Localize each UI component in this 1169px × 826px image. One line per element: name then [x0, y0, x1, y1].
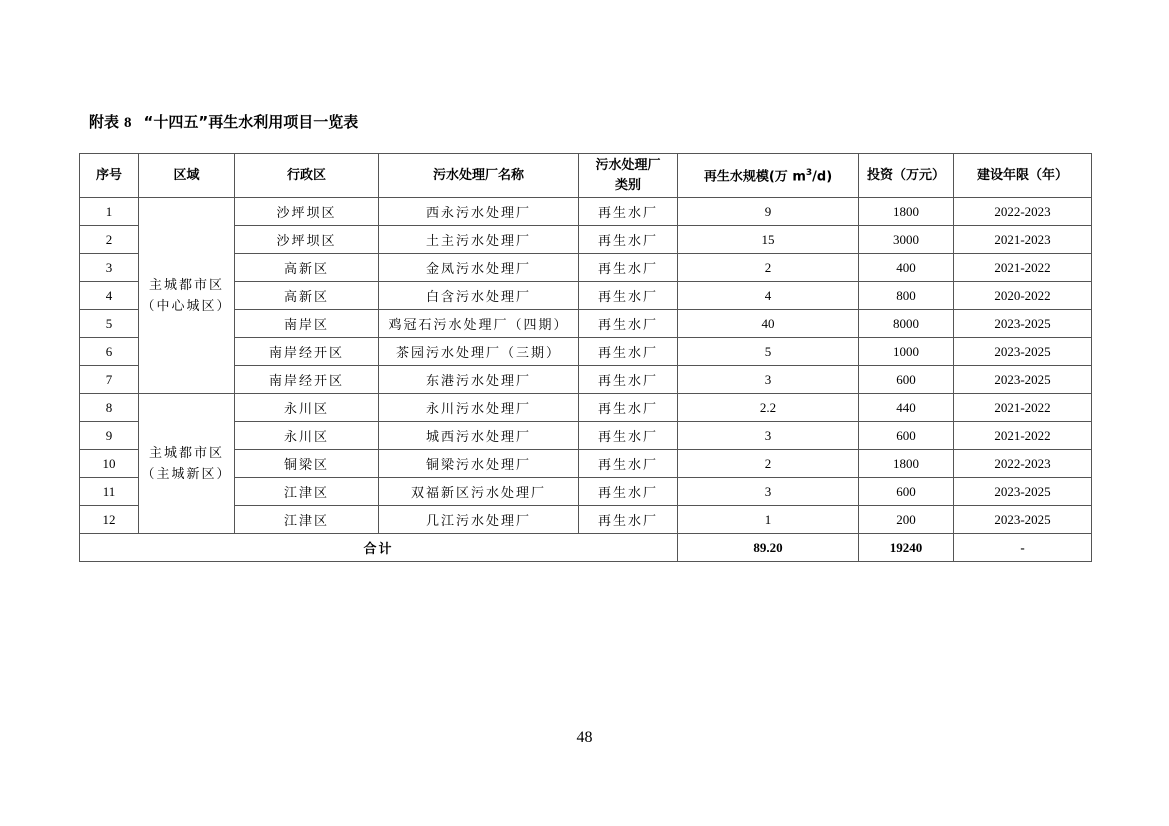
row-category: 再生水厂	[579, 226, 678, 254]
row-investment: 600	[859, 366, 954, 394]
header-period: 建设年限（年）	[954, 154, 1092, 198]
row-plant-name: 土主污水处理厂	[379, 226, 579, 254]
page-number: 48	[576, 729, 593, 746]
row-investment: 8000	[859, 310, 954, 338]
row-category: 再生水厂	[579, 198, 678, 226]
row-investment: 440	[859, 394, 954, 422]
row-period: 2023-2025	[954, 478, 1092, 506]
row-period: 2023-2025	[954, 310, 1092, 338]
row-plant-name: 白含污水处理厂	[379, 282, 579, 310]
row-investment: 3000	[859, 226, 954, 254]
region-cell	[139, 394, 235, 534]
header-category	[579, 154, 678, 198]
row-investment: 200	[859, 506, 954, 534]
table-row	[80, 394, 1092, 422]
row-index: 10	[80, 450, 139, 478]
row-category: 再生水厂	[579, 338, 678, 366]
row-index: 3	[80, 254, 139, 282]
title-text: “十四五”再生水利用项目一览表	[143, 113, 359, 131]
reclaimed-water-projects-table	[79, 153, 1092, 562]
row-category: 再生水厂	[579, 394, 678, 422]
row-district: 永川区	[235, 422, 379, 450]
row-investment: 1000	[859, 338, 954, 366]
row-scale: 3	[678, 422, 859, 450]
row-scale: 4	[678, 282, 859, 310]
row-plant-name: 西永污水处理厂	[379, 198, 579, 226]
row-index: 9	[80, 422, 139, 450]
row-district: 江津区	[235, 506, 379, 534]
row-scale: 2.2	[678, 394, 859, 422]
row-investment: 600	[859, 478, 954, 506]
region-cell	[139, 198, 235, 394]
row-plant-name: 双福新区污水处理厂	[379, 478, 579, 506]
row-scale: 9	[678, 198, 859, 226]
row-district: 高新区	[235, 282, 379, 310]
region-line2: （中心城区）	[141, 298, 232, 314]
row-scale: 5	[678, 338, 859, 366]
row-period: 2021-2022	[954, 422, 1092, 450]
row-plant-name: 金凤污水处理厂	[379, 254, 579, 282]
row-index: 7	[80, 366, 139, 394]
title-prefix: 附表	[89, 113, 120, 131]
header-plant-name: 污水处理厂名称	[379, 154, 579, 198]
row-category: 再生水厂	[579, 422, 678, 450]
row-investment: 1800	[859, 198, 954, 226]
total-label: 合计	[80, 534, 678, 562]
row-period: 2023-2025	[954, 338, 1092, 366]
header-region: 区域	[139, 154, 235, 198]
row-period: 2020-2022	[954, 282, 1092, 310]
row-index: 6	[80, 338, 139, 366]
table-row	[80, 198, 1092, 226]
row-district: 永川区	[235, 394, 379, 422]
row-plant-name: 东港污水处理厂	[379, 366, 579, 394]
row-plant-name: 城西污水处理厂	[379, 422, 579, 450]
row-period: 2022-2023	[954, 450, 1092, 478]
header-scale	[678, 154, 859, 198]
row-plant-name: 茶园污水处理厂（三期）	[379, 338, 579, 366]
row-category: 再生水厂	[579, 506, 678, 534]
row-period: 2021-2022	[954, 254, 1092, 282]
header-category-line2: 类别	[614, 177, 641, 193]
row-index: 11	[80, 478, 139, 506]
row-category: 再生水厂	[579, 310, 678, 338]
row-district: 沙坪坝区	[235, 198, 379, 226]
row-category: 再生水厂	[579, 366, 678, 394]
row-plant-name: 铜梁污水处理厂	[379, 450, 579, 478]
header-category-line1: 污水处理厂	[595, 157, 661, 173]
header-scale-suffix: /d)	[812, 169, 833, 185]
row-period: 2023-2025	[954, 506, 1092, 534]
row-investment: 600	[859, 422, 954, 450]
row-period: 2021-2023	[954, 226, 1092, 254]
row-category: 再生水厂	[579, 282, 678, 310]
region-line1: 主城都市区	[148, 277, 224, 293]
row-scale: 2	[678, 254, 859, 282]
header-index: 序号	[80, 154, 139, 198]
row-district: 沙坪坝区	[235, 226, 379, 254]
total-investment: 19240	[859, 534, 954, 562]
row-investment: 400	[859, 254, 954, 282]
row-plant-name: 鸡冠石污水处理厂（四期）	[379, 310, 579, 338]
row-category: 再生水厂	[579, 478, 678, 506]
header-scale-sup: 3	[805, 168, 813, 179]
row-index: 2	[80, 226, 139, 254]
row-scale: 3	[678, 366, 859, 394]
row-period: 2022-2023	[954, 198, 1092, 226]
total-period: -	[954, 534, 1092, 562]
header-district: 行政区	[235, 154, 379, 198]
row-index: 12	[80, 506, 139, 534]
row-scale: 2	[678, 450, 859, 478]
row-index: 4	[80, 282, 139, 310]
row-period: 2021-2022	[954, 394, 1092, 422]
table-title	[89, 111, 358, 132]
total-row	[80, 534, 1092, 562]
region-line2: （主城新区）	[141, 466, 232, 482]
row-period: 2023-2025	[954, 366, 1092, 394]
row-district: 高新区	[235, 254, 379, 282]
row-index: 1	[80, 198, 139, 226]
row-scale: 1	[678, 506, 859, 534]
title-number: 8	[124, 115, 132, 131]
total-scale: 89.20	[678, 534, 859, 562]
row-index: 5	[80, 310, 139, 338]
row-plant-name: 几江污水处理厂	[379, 506, 579, 534]
region-line1: 主城都市区	[148, 445, 224, 461]
header-row	[80, 154, 1092, 198]
row-investment: 1800	[859, 450, 954, 478]
row-district: 江津区	[235, 478, 379, 506]
row-district: 南岸经开区	[235, 338, 379, 366]
row-district: 南岸区	[235, 310, 379, 338]
header-scale-prefix: 再生水规模(万 m	[703, 169, 806, 185]
row-scale: 15	[678, 226, 859, 254]
row-index: 8	[80, 394, 139, 422]
header-investment: 投资（万元）	[859, 154, 954, 198]
row-category: 再生水厂	[579, 254, 678, 282]
row-plant-name: 永川污水处理厂	[379, 394, 579, 422]
row-investment: 800	[859, 282, 954, 310]
row-district: 南岸经开区	[235, 366, 379, 394]
row-district: 铜梁区	[235, 450, 379, 478]
row-category: 再生水厂	[579, 450, 678, 478]
row-scale: 3	[678, 478, 859, 506]
row-scale: 40	[678, 310, 859, 338]
